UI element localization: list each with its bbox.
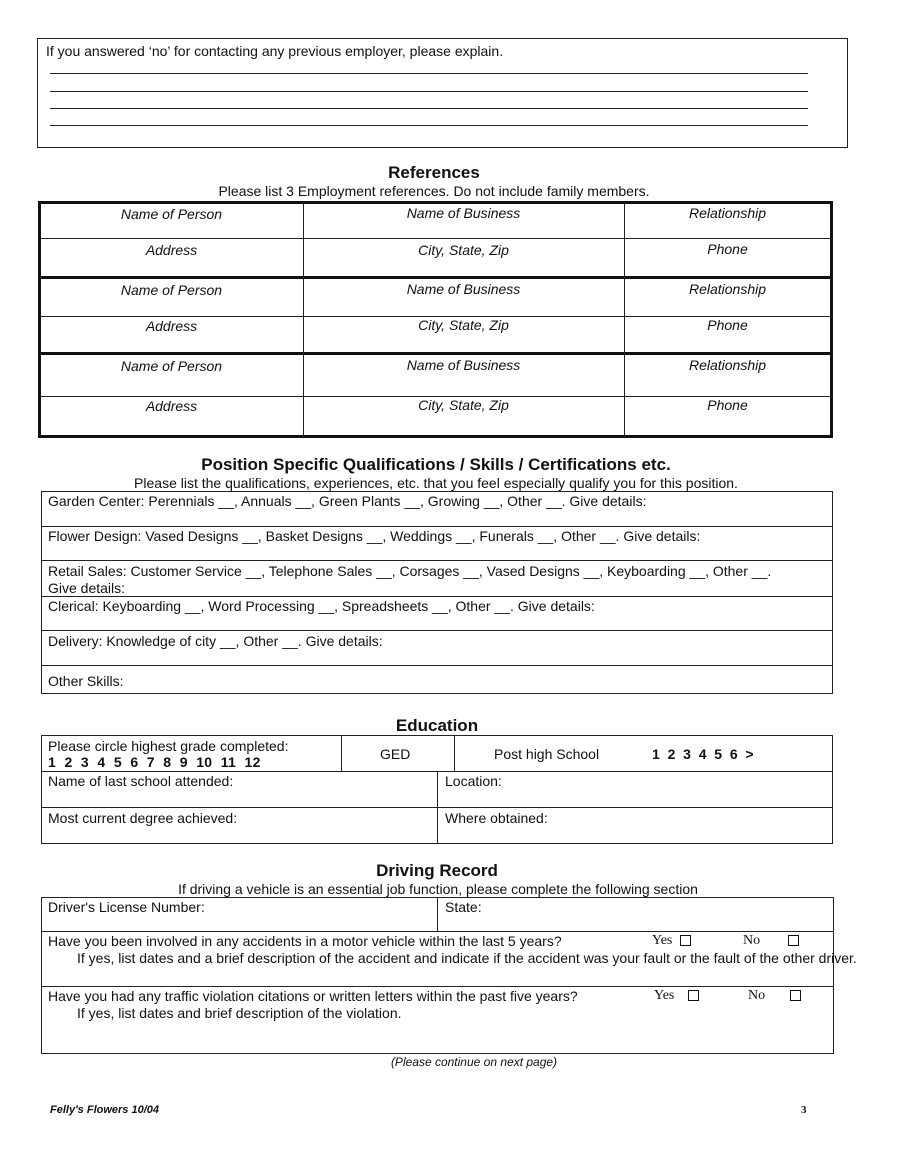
- explanation-line-2[interactable]: [50, 91, 808, 92]
- education-col-divider: [437, 771, 438, 843]
- violations-question: Have you had any traffic violation citations or written letters within the past five years?: [48, 988, 578, 1004]
- ref1-relationship[interactable]: Relationship: [688, 205, 767, 221]
- continue-note: (Please continue on next page): [390, 1055, 558, 1069]
- references-block-divider: [40, 276, 831, 279]
- references-row-divider: [40, 238, 831, 239]
- explanation-line-4[interactable]: [50, 125, 808, 126]
- references-block-divider: [40, 352, 831, 355]
- accidents-question: Have you been involved in any accidents in a motor vehicle within the last 5 years?: [48, 933, 562, 949]
- where-obtained-field[interactable]: Where obtained:: [445, 810, 548, 826]
- degree-field[interactable]: Most current degree achieved:: [48, 810, 238, 826]
- violations-note: If yes, list dates and brief description of the violation.: [77, 1005, 402, 1021]
- driving-col-divider: [437, 898, 438, 931]
- retail-sales-row[interactable]: Retail Sales: Customer Service __, Telephone Sales __, Corsages __, Vased Designs __, Keyboarding __, Other __.: [48, 563, 772, 579]
- accidents-no-checkbox[interactable]: [788, 935, 799, 946]
- accidents-note: If yes, list dates and a brief description of the accident and indicate if the accident was your fault or the fault of the other driver.: [77, 950, 857, 966]
- license-number-field[interactable]: Driver's License Number:: [48, 899, 205, 915]
- ref3-name-of-business[interactable]: Name of Business: [406, 357, 521, 373]
- location-field[interactable]: Location:: [445, 773, 502, 789]
- no-label: No: [743, 933, 761, 948]
- explanation-prompt: If you answered ‘no’ for contacting any previous employer, please explain.: [46, 43, 504, 59]
- company-footer: Felly's Flowers 10/04: [50, 1104, 160, 1116]
- ref3-address[interactable]: Address: [145, 398, 198, 414]
- qualifications-row-divider: [42, 630, 832, 631]
- grade-label: Please circle highest grade completed:: [48, 738, 289, 754]
- violations-no-checkbox[interactable]: [790, 990, 801, 1001]
- ref2-city-state-zip[interactable]: City, State, Zip: [418, 317, 509, 333]
- no-label: No: [748, 988, 766, 1003]
- explanation-line-1[interactable]: [50, 73, 808, 74]
- qualifications-row-divider: [42, 665, 832, 666]
- explanation-line-3[interactable]: [50, 108, 808, 109]
- ref1-name-of-person[interactable]: Name of Person: [120, 206, 223, 222]
- ref3-relationship[interactable]: Relationship: [688, 357, 767, 373]
- grade-options[interactable]: 1 2 3 4 5 6 7 8 9 10 11 12: [48, 754, 261, 770]
- ref1-city-state-zip[interactable]: City, State, Zip: [418, 242, 509, 258]
- ref2-relationship[interactable]: Relationship: [688, 281, 767, 297]
- flower-design-row[interactable]: Flower Design: Vased Designs __, Basket Designs __, Weddings __, Funerals __, Other __. Give details:: [48, 528, 701, 544]
- post-high-years[interactable]: 1 2 3 4 5 6 >: [652, 746, 754, 762]
- violations-yes[interactable]: [654, 988, 699, 1004]
- ref2-name-of-person[interactable]: Name of Person: [120, 282, 223, 298]
- ref3-name-of-person[interactable]: Name of Person: [120, 358, 223, 374]
- page-number: 3: [801, 1104, 807, 1116]
- ref2-phone[interactable]: Phone: [707, 317, 748, 333]
- violations-yes-checkbox[interactable]: [688, 990, 699, 1001]
- post-high-school-label: Post high School: [494, 746, 600, 762]
- clerical-row[interactable]: Clerical: Keyboarding __, Word Processing __, Spreadsheets __, Other __. Give details:: [48, 598, 595, 614]
- driving-instruction: If driving a vehicle is an essential job function, please complete the following section: [178, 881, 698, 897]
- qualifications-title: Position Specific Qualifications / Skills / Certifications etc.: [201, 455, 671, 474]
- ref1-phone[interactable]: Phone: [707, 241, 748, 257]
- accidents-yes[interactable]: [652, 933, 691, 949]
- education-col-divider: [341, 736, 342, 771]
- driving-row-divider: [42, 931, 833, 932]
- qualifications-table: [41, 491, 833, 694]
- other-skills-row[interactable]: Other Skills:: [48, 673, 124, 689]
- references-title: References: [388, 163, 480, 182]
- yes-label: Yes: [654, 988, 675, 1003]
- violations-no[interactable]: [748, 988, 801, 1004]
- driving-row-divider: [42, 986, 833, 987]
- ref1-name-of-business[interactable]: Name of Business: [406, 205, 521, 221]
- ref2-address[interactable]: Address: [145, 318, 198, 334]
- ged-option[interactable]: GED: [380, 746, 411, 762]
- qualifications-row-divider: [42, 596, 832, 597]
- education-title: Education: [395, 716, 479, 735]
- qualifications-row-divider: [42, 526, 832, 527]
- last-school-field[interactable]: Name of last school attended:: [48, 773, 234, 789]
- qualifications-row-divider: [42, 560, 832, 561]
- ref3-phone[interactable]: Phone: [707, 397, 748, 413]
- delivery-row[interactable]: Delivery: Knowledge of city __, Other __. Give details:: [48, 633, 383, 649]
- ref3-city-state-zip[interactable]: City, State, Zip: [418, 397, 509, 413]
- garden-center-row[interactable]: Garden Center: Perennials __, Annuals __, Green Plants __, Growing __, Other __. Give details:: [48, 493, 647, 509]
- driving-title: Driving Record: [376, 861, 498, 880]
- qualifications-instruction: Please list the qualifications, experiences, etc. that you feel especially qualify you for this position.: [134, 475, 738, 491]
- accidents-no[interactable]: [743, 933, 799, 949]
- ref1-address[interactable]: Address: [145, 242, 198, 258]
- ref2-name-of-business[interactable]: Name of Business: [406, 281, 521, 297]
- education-col-divider: [454, 736, 455, 771]
- state-field[interactable]: State:: [445, 899, 482, 915]
- yes-label: Yes: [652, 933, 673, 948]
- references-instruction: Please list 3 Employment references. Do not include family members.: [218, 183, 650, 199]
- accidents-yes-checkbox[interactable]: [680, 935, 691, 946]
- retail-sales-details[interactable]: Give details:: [48, 580, 126, 596]
